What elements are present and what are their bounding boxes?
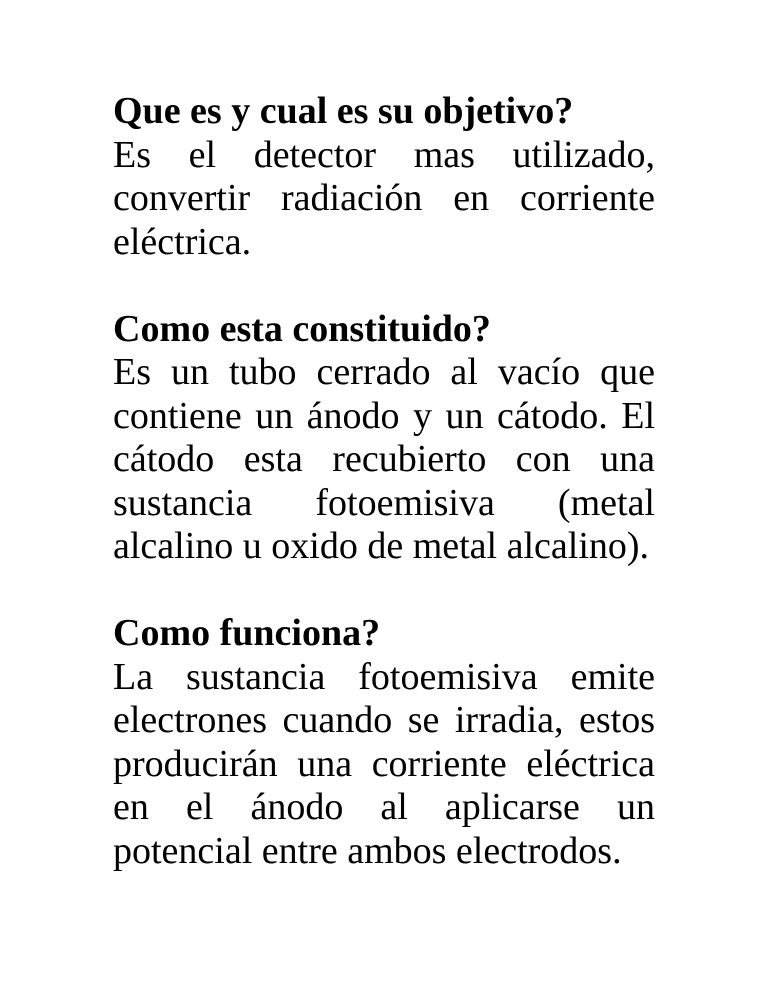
- section-operation: [113, 612, 655, 873]
- document-page: [113, 90, 655, 917]
- section-heading: Como esta constituido?: [113, 307, 491, 350]
- section-body: La sustancia fotoemisiva emite electrones cuando se irradia, estos producirán una corriente eléctrica en el ánodo al aplicarse un potencial entre ambos electrodos.: [113, 655, 655, 872]
- section-heading: Que es y cual es su objetivo?: [113, 90, 574, 132]
- section-constitution: [113, 308, 655, 569]
- section-objective: [113, 90, 655, 264]
- section-heading: Como funciona?: [113, 612, 381, 654]
- section-body: Es el detector mas utilizado, convertir radiación en corriente eléctrica.: [113, 133, 655, 263]
- section-body: Es un tubo cerrado al vacío que contiene un ánodo y un cátodo. El cátodo esta recubierto con una sustancia fotoemisiva (metal alcalino u oxido de metal alcalino).: [113, 351, 655, 567]
